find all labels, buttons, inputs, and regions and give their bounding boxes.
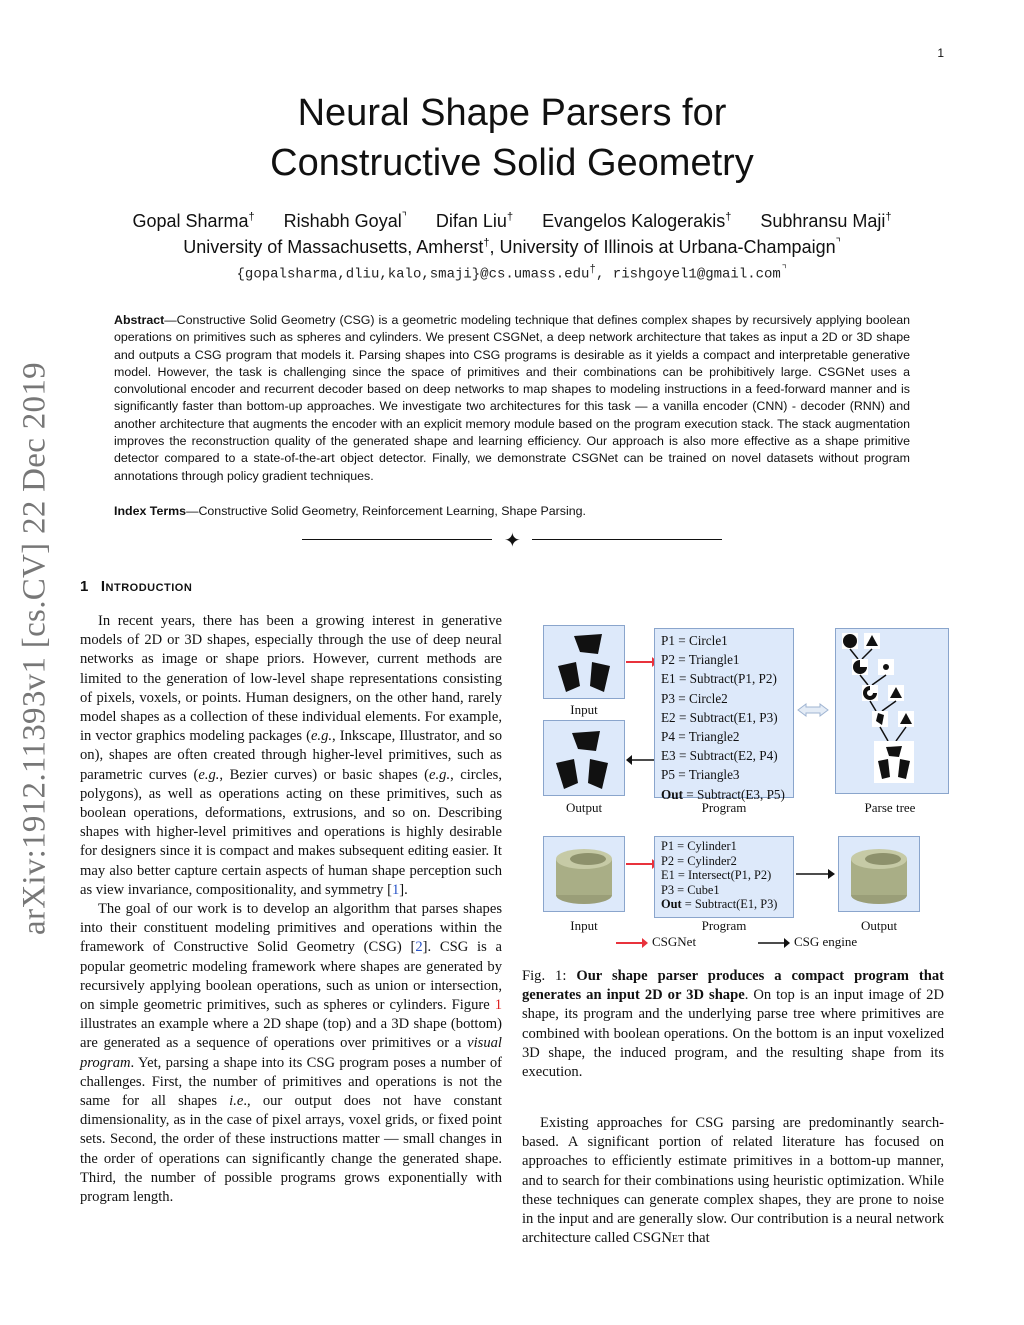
label-parse-tree: Parse tree: [864, 800, 916, 815]
intro-right-column: [522, 1114, 944, 1248]
author-5: Subhransu Maji†: [760, 211, 892, 231]
figure-1: [540, 622, 950, 952]
arrow-engine-3d: [794, 868, 836, 880]
program-line: P4 = Triangle2: [661, 729, 740, 745]
program-line: P3 = Circle2: [661, 690, 728, 706]
divider-right: [532, 539, 722, 540]
program-line: P2 = Triangle1: [661, 652, 740, 668]
output-2d-shape: [544, 721, 624, 795]
title-line-2: Constructive Solid Geometry: [270, 142, 754, 184]
label-output-3d: Output: [860, 918, 898, 933]
citation-link[interactable]: 2: [415, 939, 423, 956]
author-2: Rishabh Goyal⌝: [283, 211, 407, 231]
legend-red-arrow-icon: [614, 937, 650, 949]
program-line: E3 = Subtract(E2, P4): [661, 748, 778, 764]
label-input-3d: Input: [570, 918, 598, 933]
program-line: P2 = Cylinder2: [661, 853, 737, 868]
page-number: 1: [937, 46, 944, 60]
program-line: P1 = Circle1: [661, 633, 728, 648]
author-3: Difan Liu†: [435, 211, 514, 231]
title-line-1: Neural Shape Parsers for: [297, 92, 727, 134]
arrow-csgnet-3d: [624, 858, 658, 870]
program-3d: [654, 836, 794, 918]
double-arrow-icon: [796, 702, 830, 718]
program-line: E1 = Subtract(P1, P2): [661, 671, 777, 687]
label-program: Program: [701, 800, 747, 815]
legend-black-arrow-icon: [756, 937, 792, 949]
author-1: Gopal Sharma†: [132, 211, 255, 231]
arrows-2d: [624, 642, 658, 772]
figure-link[interactable]: 1: [494, 997, 502, 1014]
label-output: Output: [565, 800, 603, 815]
input-3d-shape: [544, 837, 624, 911]
figure-legend: [614, 934, 934, 952]
intro-paragraph-2: The goal of our work is to develop an algorithm that parses shapes into their constituent modeling primitives and operations within the framework of Constructive Solid Geometry (CSG) [2]. CSG is a popular geometric modeling framework where shapes are generated by recursively applying boolean operations, such as union or intersection, on simple geometric primitives, such as spheres or cylinders. Figure 1 illustrates an example where a 2D shape (top) and a 3D shape (bottom) are generated as a sequence of operations over primitives or a visual program. Yet, parsing a shape into its CSG program poses a number of challenges. First, the number of primitives and operations is not the same for all shapes i.e., our output does not have constant dimensionality, as in the case of pixel arrays, voxel grids, or fixed point sets. Second, the order of these instructions matter — small changes in the order of operations can significantly change the generated shape. Third, the number of possible programs grows exponentially with program length.: [80, 901, 502, 1206]
citation-link[interactable]: 1: [391, 881, 400, 898]
divider-left: [302, 539, 492, 540]
author-list: [0, 210, 1024, 232]
program-line: E2 = Subtract(E1, P3): [661, 709, 778, 725]
abstract-text: —Constructive Solid Geometry (CSG) is a geometric modeling technique that defines complex shapes by recursively applying boolean operations on primitives such as spheres and cylinders. We present CSGNet, a deep network architecture that takes as input a 2D or 3D shape and outputs a CSG program that models it. Parsing shapes into CSG programs is desirable as it yields a compact and interpretable generative model. However, the task is challenging since the space of primitives and their combinations can be prohibitively large. CSGNet uses a convolutional encoder and recurrent decoder based on deep networks to map shapes to modeling instructions in a feed-forward manner and is significantly faster than bottom-up approaches. We investigate two architectures for this task — a vanilla encoder (CNN) - decoder (RNN) and another architecture that augments the encoder with an explicit memory module based on the program execution stack. The stack augmentation improves the reconstruction quality of the generated shape and learning efficiency. Our approach is also more effective as a shape primitive detector compared to a state-of-the-art object detector. Finally, we demonstrate CSGNet can be trained on novel datasets without program annotations through policy gradient techniques.: [114, 313, 910, 483]
input-2d-panel: [543, 625, 625, 699]
program-line: E1 = Intersect(P1, P2): [661, 868, 772, 882]
paper-title: [0, 88, 1024, 188]
program-line: P3 = Cube1: [661, 882, 720, 897]
affiliations: University of Massachusetts, Amherst†, University of Illinois at Urbana-Champaign⌝: [183, 237, 841, 257]
section-heading: 1 Introduction: [80, 578, 193, 595]
intro-left-column: [80, 612, 502, 1207]
program-2d: [654, 628, 794, 802]
input-3d-panel: [543, 836, 625, 912]
label-input: Input: [570, 702, 598, 717]
divider-ornament: ✦: [504, 530, 521, 552]
input-2d-shape: [544, 626, 624, 698]
abstract-label: Abstract: [114, 313, 165, 327]
legend-csgnet: CSGNet: [652, 934, 697, 949]
parse-tree-diagram: [836, 629, 948, 793]
output-3d-shape: [839, 837, 919, 911]
label-program-3d: Program: [701, 918, 747, 933]
output-2d-panel: [543, 720, 625, 796]
program-line: P5 = Triangle3: [661, 767, 740, 783]
arxiv-identifier: arXiv:1912.11393v1 [cs.CV] 22 Dec 2019: [16, 362, 53, 935]
program-line: Out = Subtract(E1, P3): [661, 897, 778, 911]
index-terms: Index Terms—Constructive Solid Geometry, Reinforcement Learning, Shape Parsing.: [114, 504, 586, 518]
author-emails: {gopalsharma,dliu,kalo,smaji}@cs.umass.edu†, rishgoyel1@gmail.com⌝: [236, 264, 788, 283]
output-3d-panel: [838, 836, 920, 912]
program-line: Out = Subtract(E3, P5): [661, 786, 785, 802]
index-terms-label: Index Terms: [114, 504, 187, 518]
intro-paragraph-1: In recent years, there has been a growing interest in generative models of 2D or 3D shapes, especially through the use of deep neural networks as image or shape priors. However, current methods are limited to the generation of low-level shape representations consisting of pixels, voxels, or points. Human designers, on the other hand, rarely model shapes as a collection of these individual elements. For example, in vector graphics modeling packages (e.g., Inkscape, Illustrator, and so on), shapes are often created through higher-level primitives, such as parametric curves (e.g., Bezier curves) or basic shapes (e.g., circles, polygons), as well as operations acting on these primitives, such as boolean operations, deformations, extrusions, and so on. Describing shapes with higher-level primitives and operations is highly desirable for designers since it is compact and makes subsequent editing easier. It may also better capture certain aspects of human shape perception such as view invariance, compositionality, and symmetry [1].: [80, 613, 502, 898]
abstract: [114, 312, 910, 485]
parse-tree: [835, 628, 949, 794]
author-4: Evangelos Kalogerakis†: [542, 211, 732, 231]
program-line: P1 = Cylinder1: [661, 839, 737, 853]
intro-paragraph-3: Existing approaches for CSG parsing are predominantly search-based. A significant portion of related literature has focused on approaches to efficiently estimate primitives in a bottom-up manner, and to search for their combinations using heuristic optimization. While these techniques can generate complex shapes, they are prone to noise in the input and are generally slow. Our contribution is a neural network architecture called CSGNet that: [522, 1115, 944, 1247]
legend-csg-engine: CSG engine: [794, 934, 858, 949]
figure-caption: Fig. 1: Our shape parser produces a compact program that generates an input 2D or 3D shape. On top is an input image of 2D shape, its program and the underlying parse tree where primitives are combined with boolean operations. On the bottom is an input voxelized 3D shape, the induced program, and the resulting shape from its execution.: [522, 968, 944, 1081]
